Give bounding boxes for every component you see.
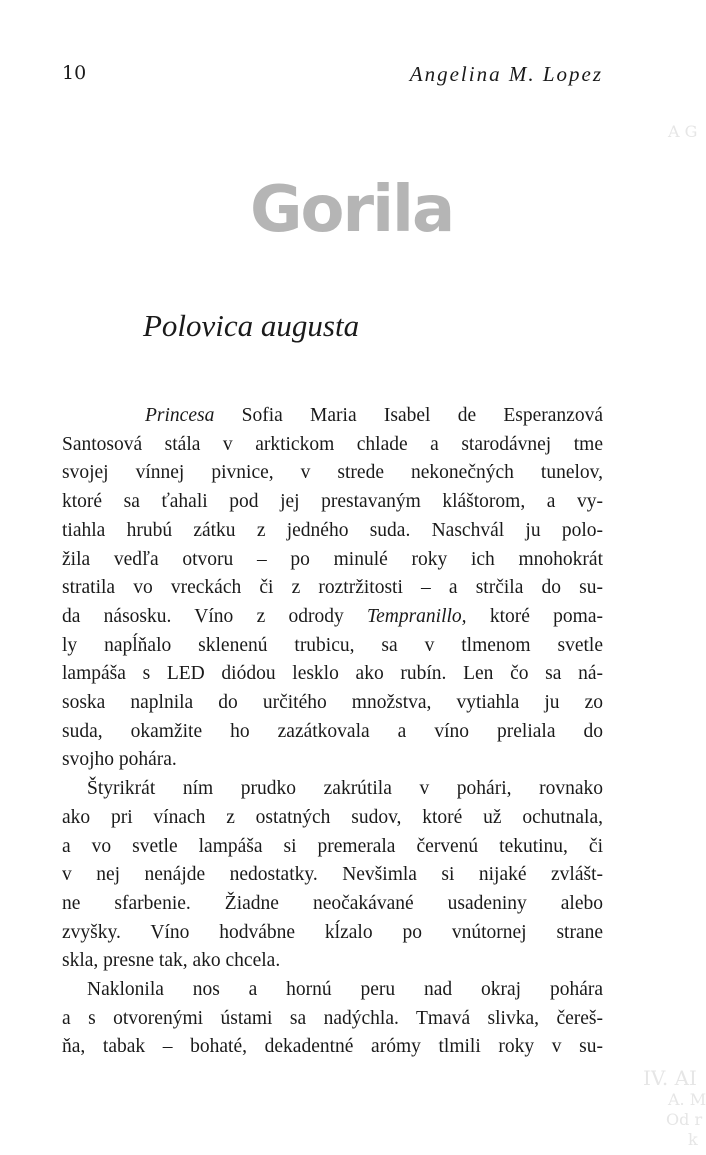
text-line: skla, presne tak, ako chcela. bbox=[62, 950, 281, 972]
watermark-logo: Gorila bbox=[250, 173, 454, 247]
chapter-title: Polovica augusta bbox=[143, 308, 360, 343]
line-text: ktoré poma- bbox=[466, 605, 603, 627]
text-line: svojho pohára. bbox=[62, 749, 177, 771]
text-line: stratila vo vreckách či z roztržitosti – a strčila do su- bbox=[62, 577, 603, 599]
line-text: Sofia Maria Isabel de Esperanzová bbox=[214, 405, 603, 426]
bleed-through-text: A. M bbox=[668, 1090, 706, 1109]
text-line: ly napĺňalo sklenenú trubicu, sa v tlmenom svetle bbox=[62, 634, 603, 656]
bleed-through-text: IV. AI bbox=[643, 1066, 697, 1090]
text-line: suda, okamžite ho zazátkovala a víno preliala do bbox=[62, 720, 603, 742]
text-line: Santosová stála v arktickom chlade a starodávnej tme bbox=[62, 433, 603, 455]
text-line: ňa, tabak – bohaté, dekadentné arómy tlmili roky v su- bbox=[62, 1036, 603, 1058]
page-number: 10 bbox=[62, 62, 87, 84]
text-line: a vo svetle lampáša si premerala červenú tekutinu, či bbox=[62, 835, 603, 857]
text-line bbox=[62, 402, 603, 431]
text-line: ako pri vínach z ostatných sudov, ktoré už ochutnala, bbox=[62, 806, 603, 828]
text-line: svojej vínnej pivnice, v strede nekonečných tunelov, bbox=[62, 462, 603, 484]
bleed-through-text: A G bbox=[668, 122, 698, 141]
text-line: tiahla hrubú zátku z jedného suda. Naschvál ju polo- bbox=[62, 519, 603, 541]
text-line: soska naplnila do určitého množstva, vytiahla ju zo bbox=[62, 692, 603, 714]
text-line bbox=[62, 603, 603, 632]
text-line: ne sfarbenie. Žiadne neočakávané usadeniny alebo bbox=[62, 892, 603, 914]
text-line: v nej nenájde nedostatky. Nevšimla si nijaké zvlášt- bbox=[62, 864, 603, 886]
text-line: Štyrikrát ním prudko zakrútila v pohári, rovnako bbox=[87, 778, 603, 800]
text-line: a s otvorenými ústami sa nadýchla. Tmavá slivka, čereš- bbox=[62, 1007, 603, 1029]
text-line: Naklonila nos a hornú peru nad okraj pohára bbox=[87, 979, 603, 1001]
line-text: da násosku. Víno z odrody bbox=[62, 605, 368, 627]
text-line: ktoré sa ťahali pod jej prestavaným kláštorom, a vy- bbox=[62, 491, 603, 513]
bleed-through-text: Od r bbox=[666, 1110, 703, 1129]
running-header-author: Angelina M. Lopez bbox=[409, 62, 603, 86]
text-line: zvyšky. Víno hodvábne kĺzalo po vnútornej strane bbox=[62, 921, 603, 943]
body-text bbox=[62, 402, 603, 1062]
italic-word: Princesa bbox=[145, 405, 215, 426]
bleed-through-text: k bbox=[688, 1130, 698, 1149]
text-line: lampáša s LED diódou lesklo ako rubín. Len čo sa ná- bbox=[62, 663, 603, 685]
text-line: žila vedľa otvoru – po minulé roky ich mnohokrát bbox=[62, 548, 603, 570]
italic-word: Tempranillo, bbox=[367, 605, 467, 627]
